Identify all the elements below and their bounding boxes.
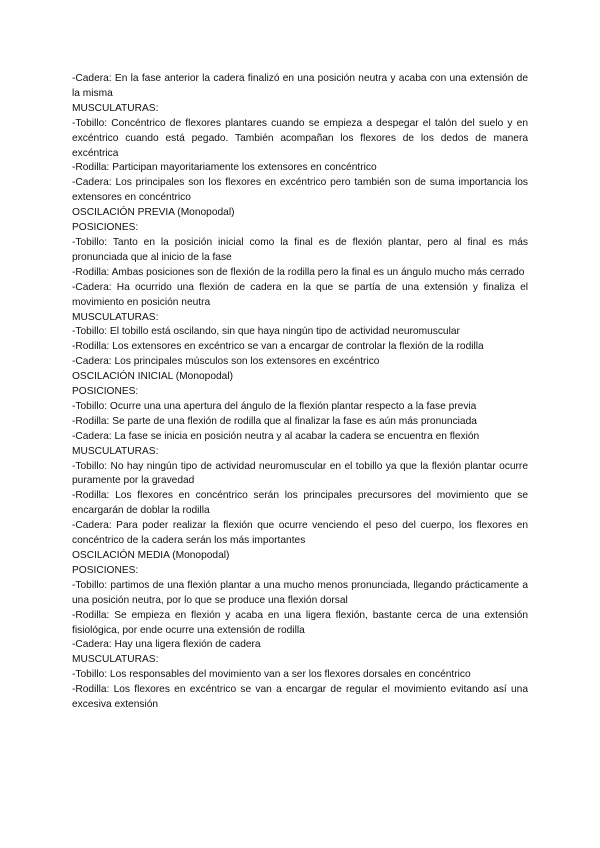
paragraph: -Cadera: En la fase anterior la cadera finalizó en una posición neutra y acaba con una extensión de la misma	[72, 73, 528, 99]
paragraph: -Rodilla: Los flexores en concéntrico serán los principales precursores del movimiento que se encargarán de doblar la rodilla	[72, 490, 528, 517]
paragraph: -Cadera: Los principales músculos son los extensores en excéntrico	[72, 356, 380, 368]
section-title: OSCILACIÓN MEDIA (Monopodal)	[72, 550, 230, 561]
section-title: OSCILACIÓN INICIAL (Monopodal)	[72, 371, 233, 383]
paragraph: -Tobillo: Los responsables del movimiento van a ser los flexores dorsales en concéntrico	[72, 669, 471, 681]
subheading: POSICIONES:	[72, 222, 139, 234]
subheading: MUSCULATURAS:	[72, 445, 159, 457]
document-page	[72, 72, 528, 713]
paragraph: -Tobillo: Tanto en la posición inicial como la final es de flexión plantar, pero al final es más pronunciada que al inicio de la fase	[72, 236, 528, 263]
subheading: POSICIONES:	[72, 564, 139, 576]
paragraph: -Rodilla: Participan mayoritariamente los extensores en concéntrico	[72, 162, 377, 174]
paragraph: -Rodilla: Ambas posiciones son de flexión de la rodilla pero la final es un ángulo mucho más cerrado	[72, 266, 525, 278]
paragraph: -Tobillo: partimos de una flexión plantar a una mucho menos pronunciada, llegando prácticamente a una posición neutra, por lo que se produce una flexión dorsal	[72, 579, 528, 606]
section-oscilacion-inicial	[72, 370, 528, 549]
section-title: OSCILACIÓN PREVIA (Monopodal)	[72, 207, 235, 219]
subheading: MUSCULATURAS:	[72, 102, 159, 114]
paragraph: -Tobillo: No hay ningún tipo de actividad neuromuscular en el tobillo ya que la flexión plantar ocurre puramente por la gravedad	[72, 460, 528, 487]
subheading: MUSCULATURAS:	[72, 311, 159, 323]
subheading: POSICIONES:	[72, 386, 139, 398]
paragraph: -Tobillo: Concéntrico de flexores plantares cuando se empieza a despegar el talón del suelo y en excéntrico cuando está pegado. También acompañan los flexores de los dedos de manera excéntrica	[72, 117, 528, 159]
intro-block	[72, 72, 528, 206]
section-oscilacion-media	[72, 549, 528, 713]
paragraph: -Rodilla: Los extensores en excéntrico se van a encargar de controlar la flexión de la rodilla	[72, 341, 484, 353]
paragraph: -Rodilla: Se parte de una flexión de rodilla que al finalizar la fase es aún más pronunciada	[72, 415, 477, 427]
paragraph: -Cadera: La fase se inicia en posición neutra y al acabar la cadera se encuentra en flexión	[72, 430, 480, 442]
paragraph: -Cadera: Los principales son los flexores en excéntrico pero también son de suma importancia los extensores en concéntrico	[72, 177, 528, 204]
paragraph: -Cadera: Ha ocurrido una flexión de cadera en la que se partía de una extensión y finaliza el movimiento en posición neutra	[72, 281, 528, 308]
paragraph: -Tobillo: El tobillo está oscilando, sin que haya ningún tipo de actividad neuromuscular	[72, 326, 460, 338]
paragraph: -Cadera: Hay una ligera flexión de cadera	[72, 639, 261, 651]
subheading: MUSCULATURAS:	[72, 654, 159, 666]
paragraph: -Rodilla: Se empieza en flexión y acaba en una ligera flexión, bastante cerca de una extensión fisiológica, por ende ocurre una extensión de rodilla	[72, 609, 528, 636]
paragraph: -Rodilla: Los flexores en excéntrico se van a encargar de regular el movimiento evitando así una excesiva extensión	[72, 684, 528, 711]
section-oscilacion-previa	[72, 206, 528, 370]
paragraph: -Cadera: Para poder realizar la flexión que ocurre venciendo el peso del cuerpo, los flexores en concéntrico de la cadera serán los más importantes	[72, 520, 528, 547]
paragraph: -Tobillo: Ocurre una una apertura del ángulo de la flexión plantar respecto a la fase previa	[72, 400, 477, 412]
